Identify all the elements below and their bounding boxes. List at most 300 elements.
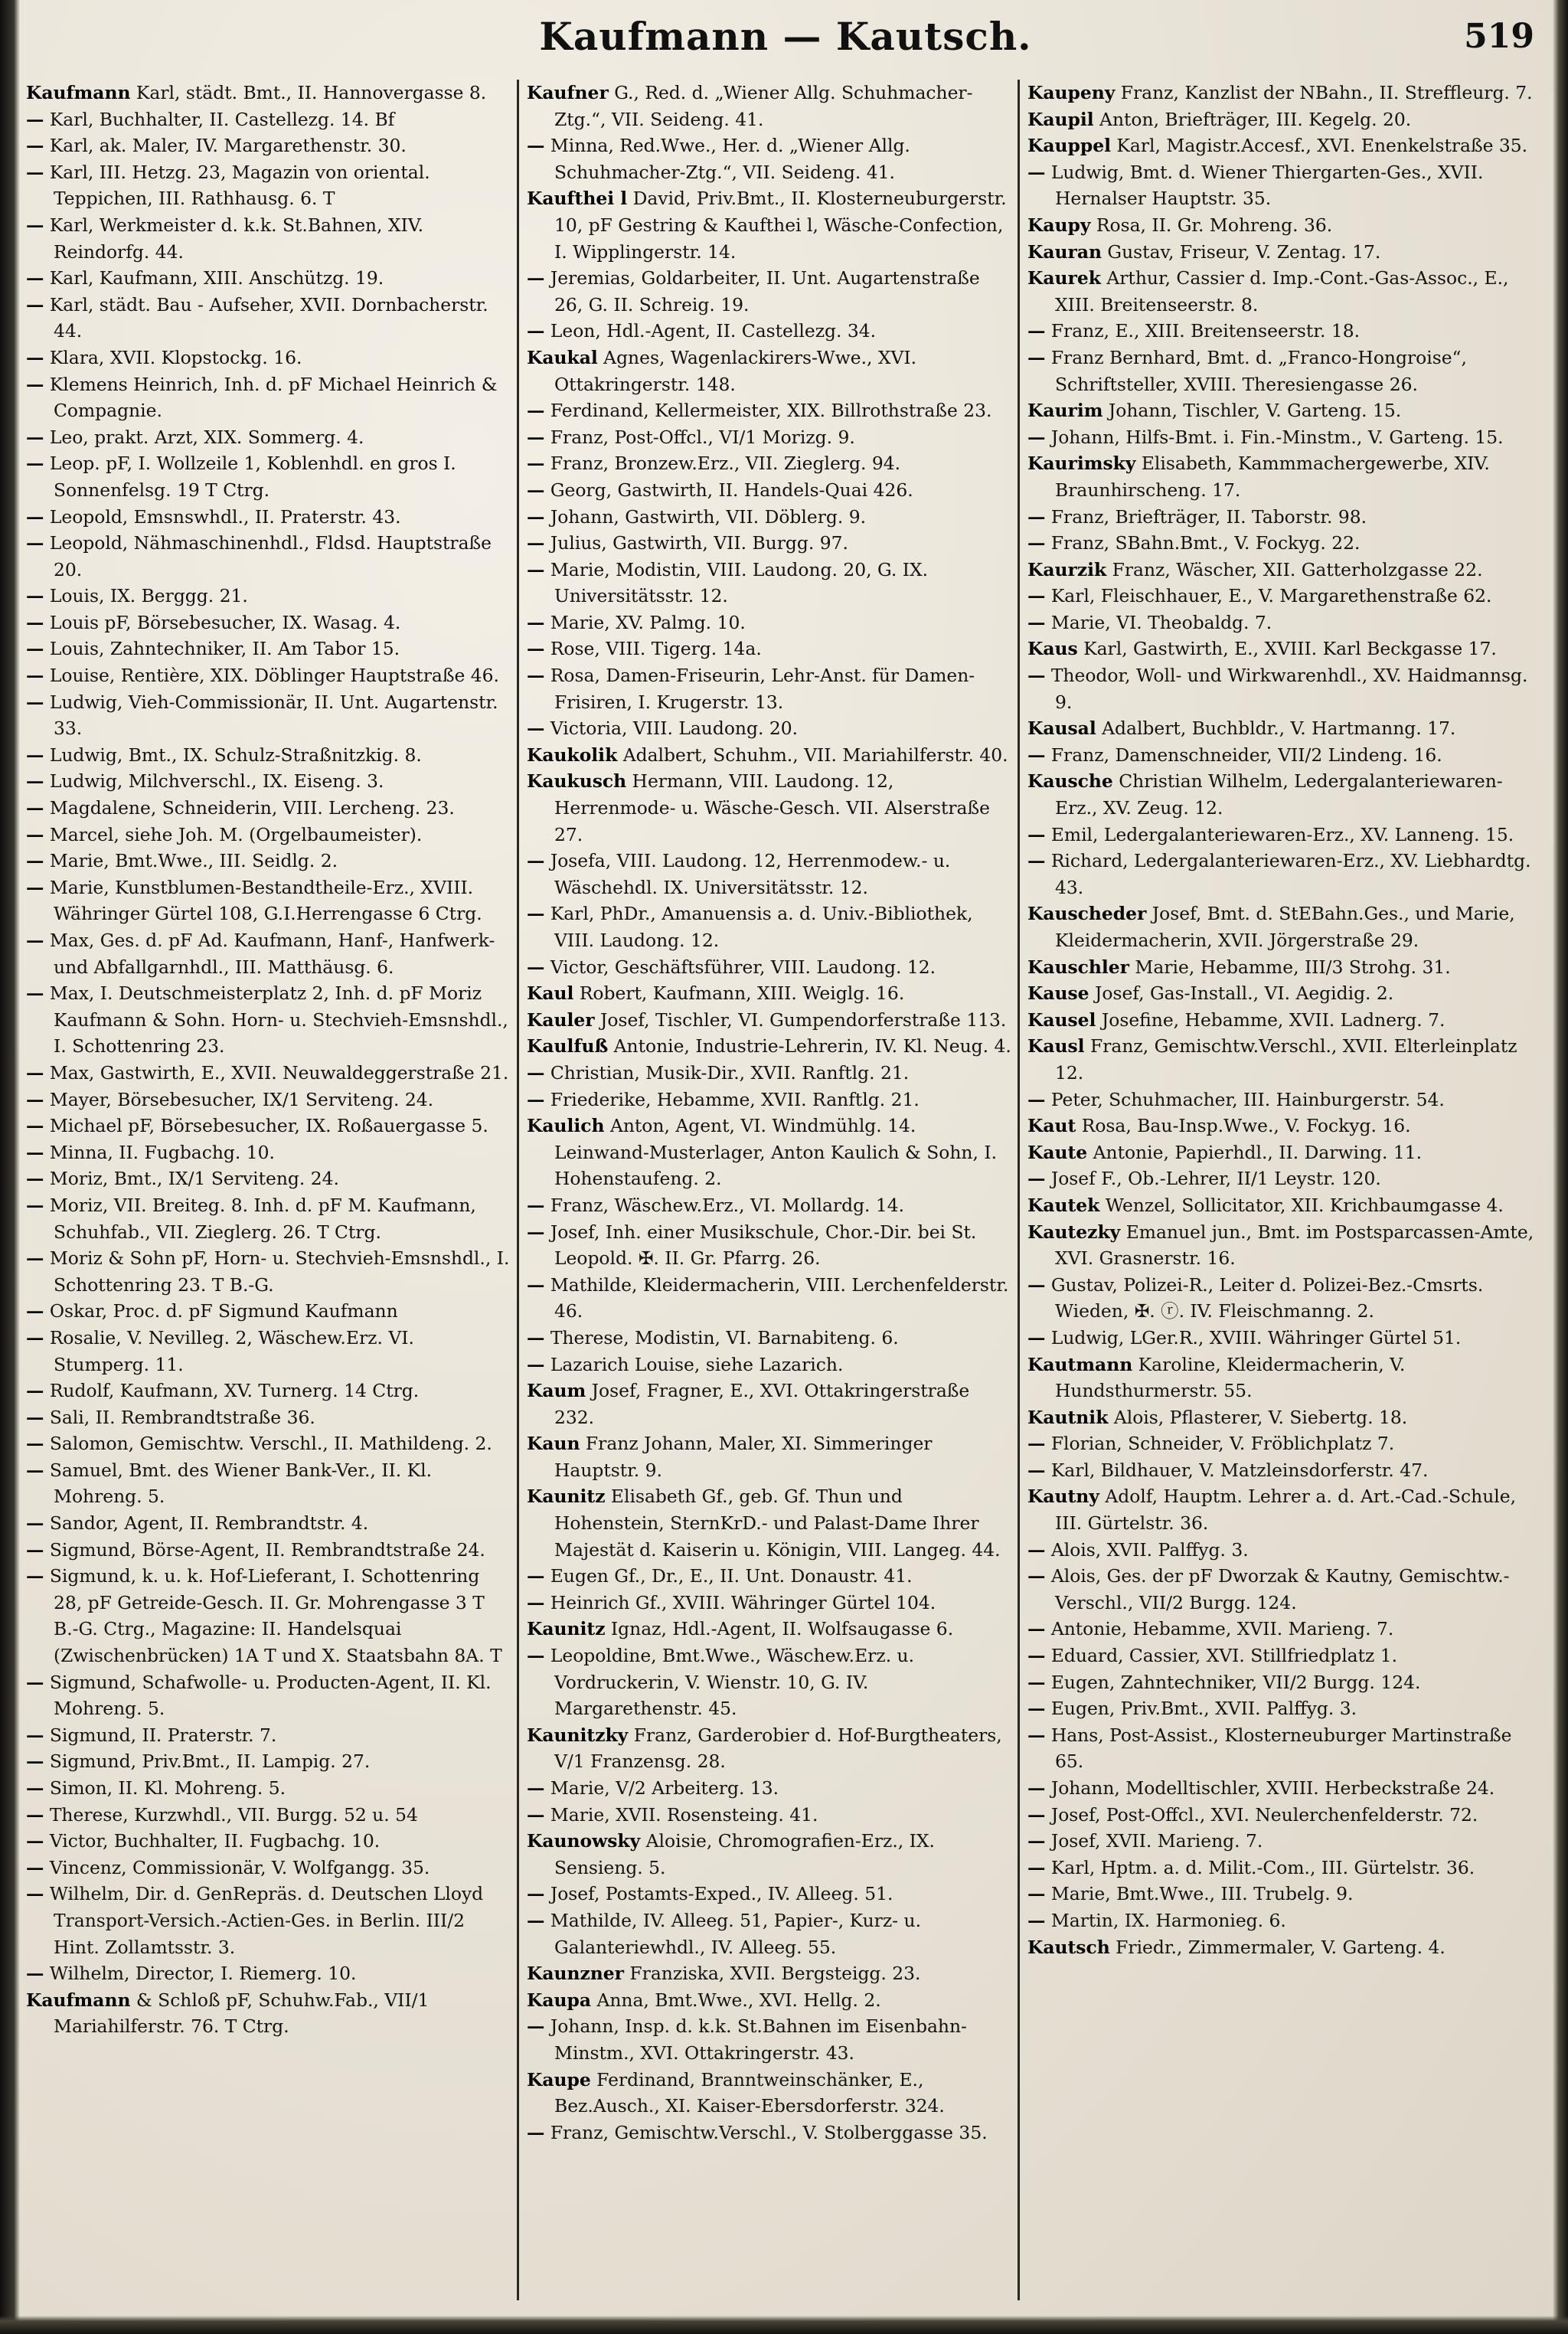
entry-surname: — xyxy=(527,1194,545,1216)
directory-entry xyxy=(527,132,1014,185)
entry-surname: — xyxy=(26,1433,44,1455)
directory-entry xyxy=(26,662,513,689)
entry-details: Mayer, Börsebesucher, IX/1 Serviteng. 24. xyxy=(44,1088,434,1110)
entry-surname: Kaupy xyxy=(1027,214,1091,236)
directory-entry xyxy=(1027,1352,1542,1404)
entry-details: Franz, E., XIII. Breitenseerstr. 18. xyxy=(1045,320,1361,342)
directory-entry xyxy=(1027,1907,1542,1934)
directory-entry xyxy=(26,371,513,424)
entry-details: Hermann, VIII. Laudong. 12, Herrenmode- u. Wäsche-Gesch. VII. Alserstraße 27. xyxy=(554,770,990,845)
entry-surname: Kaul xyxy=(527,982,574,1005)
directory-entry xyxy=(1027,1165,1542,1192)
entry-surname: — xyxy=(26,267,44,289)
directory-entry xyxy=(527,1060,1014,1087)
entry-details: Karl, III. Hetzg. 23, Magazin von oriental. Teppichen, III. Rathhausg. 6. T xyxy=(44,161,430,210)
entry-details: Moriz & Sohn pF, Horn- u. Stechvieh-Emsnshdl., I. Schottenring 23. T B.-G. xyxy=(44,1247,510,1296)
entry-surname: — xyxy=(527,1353,545,1375)
entry-surname: — xyxy=(1027,1803,1046,1826)
entry-details: Johann, Modelltischler, XVIII. Herbeckstraße 24. xyxy=(1045,1777,1495,1799)
entry-surname: — xyxy=(527,135,545,157)
directory-entry xyxy=(1027,1722,1542,1775)
entry-details: Gustav, Friseur, V. Zentag. 17. xyxy=(1101,240,1381,263)
entry-surname: — xyxy=(1027,505,1046,528)
entry-surname: — xyxy=(527,1909,545,1931)
entry-details: Johann, Hilfs-Bmt. i. Fin.-Minstm., V. Garteng. 15. xyxy=(1045,426,1504,448)
directory-entry xyxy=(527,450,1014,477)
entry-details: Karl, Buchhalter, II. Castellezg. 14. Bf xyxy=(44,108,395,130)
entry-details: Josef, Gas-Install., VI. Aegidig. 2. xyxy=(1089,982,1394,1005)
entry-surname: — xyxy=(26,108,44,130)
directory-entry xyxy=(26,927,513,980)
directory-entry xyxy=(26,980,513,1060)
entry-surname: — xyxy=(527,1273,545,1296)
entry-details: Elisabeth, Kammmachergewerbe, XIV. Braunhirscheng. 17. xyxy=(1055,453,1490,501)
entry-surname: — xyxy=(527,267,545,289)
entry-details: Robert, Kaufmann, XIII. Weiglg. 16. xyxy=(573,982,905,1005)
entry-details: Marie, Bmt.Wwe., III. Seidlg. 2. xyxy=(44,850,338,872)
entry-surname: Kaun xyxy=(527,1433,580,1455)
entry-surname: — xyxy=(527,1883,545,1905)
entry-details: Minna, Red.Wwe., Her. d. „Wiener Allg. Schuhmacher-Ztg.“, VII. Seideng. 41. xyxy=(544,135,910,183)
directory-entry xyxy=(26,1457,513,1510)
directory-entry xyxy=(527,1007,1014,1034)
entry-details: Leon, Hdl.-Agent, II. Castellezg. 34. xyxy=(544,320,877,342)
entry-details: Therese, Kurzwhdl., VII. Burgg. 52 u. 54 xyxy=(44,1803,418,1826)
directory-entry xyxy=(1027,636,1542,662)
entry-surname: — xyxy=(527,1777,545,1799)
entry-surname: — xyxy=(26,1856,44,1878)
column-rule-1 xyxy=(517,80,519,2300)
entry-details: Therese, Modistin, VI. Barnabiteng. 6. xyxy=(544,1326,899,1348)
entry-details: Franz, Kanzlist der NBahn., II. Streffleurg. 7. xyxy=(1115,82,1533,103)
directory-entry xyxy=(1027,1669,1542,1696)
entry-surname: Kause xyxy=(1027,982,1089,1005)
directory-entry xyxy=(1027,1616,1542,1643)
column-3 xyxy=(1027,80,1542,2300)
entry-surname: Kausal xyxy=(1027,718,1096,740)
directory-entry xyxy=(1027,132,1542,159)
page-header xyxy=(31,9,1540,70)
entry-surname: Kaut xyxy=(1027,1115,1076,1137)
directory-entry xyxy=(1027,450,1542,503)
directory-entry xyxy=(26,1537,513,1564)
entry-details: Ludwig, Milchverschl., IX. Eiseng. 3. xyxy=(44,770,384,793)
entry-surname: — xyxy=(1027,823,1046,845)
entry-surname: — xyxy=(26,1750,44,1773)
entry-details: Vincenz, Commissionär, V. Wolfgangg. 35. xyxy=(44,1856,430,1878)
entry-surname: Kauppel xyxy=(1027,135,1111,157)
directory-entry xyxy=(1027,1007,1542,1034)
entry-details: Johann, Tischler, V. Garteng. 15. xyxy=(1102,400,1402,422)
directory-entry xyxy=(527,1722,1014,1775)
directory-entry xyxy=(26,424,513,451)
directory-entry xyxy=(1027,848,1542,901)
directory-entry xyxy=(1027,106,1542,133)
entry-surname: — xyxy=(26,1724,44,1746)
entry-surname: Kaufthei l xyxy=(527,188,628,210)
entry-details: Anna, Bmt.Wwe., XVI. Hellg. 2. xyxy=(591,1989,881,2011)
entry-details: Josef, Bmt. d. StEBahn.Ges., und Marie, Kleidermacherin, XVII. Jörgerstraße 29. xyxy=(1055,903,1515,951)
entry-surname: — xyxy=(1027,850,1046,872)
directory-entry xyxy=(1027,768,1542,821)
entry-surname: — xyxy=(1027,426,1046,448)
directory-entry xyxy=(527,1378,1014,1430)
entry-surname: — xyxy=(26,346,44,368)
entry-surname: — xyxy=(1027,1538,1046,1561)
directory-entry xyxy=(527,504,1014,531)
entry-details: Julius, Gastwirth, VII. Burgg. 97. xyxy=(544,532,848,554)
directory-entry xyxy=(527,185,1014,265)
entry-details: Agnes, Wagenlackirers-Wwe., XVI. Ottakringerstr. 148. xyxy=(554,346,917,395)
entry-details: Friederike, Hebamme, XVII. Ranftlg. 21. xyxy=(544,1088,920,1110)
directory-entry xyxy=(26,1828,513,1855)
directory-entry xyxy=(527,424,1014,451)
column-1 xyxy=(26,80,513,2300)
entry-details: Marie, XVII. Rosensteing. 41. xyxy=(544,1803,818,1826)
entry-surname: — xyxy=(26,797,44,819)
entry-surname: Kaunowsky xyxy=(527,1830,641,1852)
directory-entry xyxy=(1027,583,1542,610)
entry-surname: Kaute xyxy=(1027,1141,1088,1163)
entry-surname: — xyxy=(26,1803,44,1826)
entry-details: Karl, PhDr., Amanuensis a. d. Univ.-Bibliothek, VIII. Laudong. 12. xyxy=(544,903,973,951)
directory-entry xyxy=(527,1590,1014,1616)
entry-details: Karl, ak. Maler, IV. Margarethenstr. 30. xyxy=(44,135,407,157)
entry-surname: — xyxy=(1027,1698,1046,1720)
entry-details: Marie, Bmt.Wwe., III. Trubelg. 9. xyxy=(1045,1883,1354,1905)
directory-entry xyxy=(1027,1139,1542,1166)
entry-details: Sigmund, Börse-Agent, II. Rembrandtstraße 24. xyxy=(44,1538,485,1561)
entry-details: Sigmund, k. u. k. Hof-Lieferant, I. Schottenring 28, pF Getreide-Gesch. II. Gr. Mohrengasse 3 T B.-G. Ctrg., Magazine: II. Handelsquai (Zwischenbrücken) 1A T und X. Staatsbahn 8A. T xyxy=(44,1565,502,1667)
entry-details: Alois, XVII. Palffyg. 3. xyxy=(1045,1538,1249,1561)
entry-details: Alois, Ges. der pF Dworzak & Kautny, Gemischtw.-Verschl., VII/2 Burgg. 124. xyxy=(1045,1565,1510,1613)
directory-entry xyxy=(527,1087,1014,1113)
entry-details: Moriz, VII. Breiteg. 8. Inh. d. pF M. Kaufmann, Schuhfab., VII. Zieglerg. 26. T Ctrg. xyxy=(44,1194,476,1243)
entry-surname: — xyxy=(1027,1168,1046,1190)
entry-surname: Kaukolik xyxy=(527,744,618,766)
entry-details: Karl, Magistr.Accesf., XVI. Enenkelstraße 35. xyxy=(1110,135,1528,157)
entry-details: Rosalie, V. Nevilleg. 2, Wäschew.Erz. VI. Stumperg. 11. xyxy=(44,1326,414,1375)
entry-details: Elisabeth Gf., geb. Gf. Thun und Hohenstein, SternKrD.- und Palast-Dame Ihrer Majestät d. Kaiserin u. Königin, VIII. Langeg. 44. xyxy=(554,1486,1001,1561)
entry-surname: Kaukal xyxy=(527,346,598,368)
entry-details: Marie, Hebamme, III/3 Strohg. 31. xyxy=(1129,956,1451,978)
entry-details: Leopold, Emsnswhdl., II. Praterstr. 43. xyxy=(44,505,401,528)
entry-surname: — xyxy=(26,1830,44,1852)
entry-surname: — xyxy=(26,1380,44,1402)
entry-details: Karl, Hptm. a. d. Milit.-Com., III. Gürtelstr. 36. xyxy=(1045,1856,1475,1878)
entry-surname: — xyxy=(26,876,44,898)
directory-entry xyxy=(26,292,513,345)
directory-entry xyxy=(527,1325,1014,1352)
directory-entry xyxy=(1027,504,1542,531)
entry-details: Marie, V/2 Arbeiterg. 13. xyxy=(544,1777,779,1799)
entry-details: Antonie, Papierhdl., II. Darwing. 11. xyxy=(1087,1141,1423,1163)
directory-entry xyxy=(527,1802,1014,1829)
entry-surname: — xyxy=(26,744,44,766)
entry-details: Karl, städt. Bau - Aufseher, XVII. Dornbacherstr. 44. xyxy=(44,293,488,342)
entry-details: Lazarich Louise, siehe Lazarich. xyxy=(544,1353,844,1375)
entry-surname: Kauscheder xyxy=(1027,903,1147,925)
directory-entry xyxy=(527,318,1014,345)
entry-details: Marcel, siehe Joh. M. (Orgelbaumeister). xyxy=(44,823,423,845)
entry-surname: — xyxy=(527,1221,545,1243)
directory-entry xyxy=(26,1165,513,1192)
entry-surname: Kaupe xyxy=(527,2068,591,2090)
entry-details: Karl, städt. Bmt., II. Hannovergasse 8. xyxy=(130,82,487,103)
entry-surname: Kaupil xyxy=(1027,108,1094,130)
entry-details: Ludwig, LGer.R., XVIII. Währinger Gürtel 51. xyxy=(1045,1326,1462,1348)
entry-surname: — xyxy=(26,823,44,845)
directory-entry xyxy=(1027,80,1542,106)
entry-surname: — xyxy=(1027,1909,1046,1931)
entry-surname: — xyxy=(527,665,545,687)
directory-entry xyxy=(1027,1775,1542,1802)
entry-details: Johann, Gastwirth, VII. Döblerg. 9. xyxy=(544,505,867,528)
directory-entry xyxy=(527,1881,1014,1907)
entry-surname: — xyxy=(26,611,44,633)
entry-surname: — xyxy=(1027,1433,1046,1455)
entry-details: Sali, II. Rembrandtstraße 36. xyxy=(44,1406,315,1428)
entry-surname: Kaurek xyxy=(1027,267,1101,289)
entry-details: Christian, Musik-Dir., XVII. Ranftlg. 21. xyxy=(544,1061,910,1084)
entry-details: Georg, Gastwirth, II. Handels-Quai 426. xyxy=(544,479,913,501)
directory-entry xyxy=(1027,980,1542,1007)
entry-details: & Schloß pF, Schuhw.Fab., VII/1 Mariahilferstr. 76. T Ctrg. xyxy=(54,1989,430,2038)
entry-details: Leo, prakt. Arzt, XIX. Sommerg. 4. xyxy=(44,426,364,448)
entry-surname: — xyxy=(527,2015,545,2038)
directory-entry xyxy=(26,1669,513,1722)
bottom-scan-edge xyxy=(0,2316,1568,2334)
entry-surname: — xyxy=(527,505,545,528)
directory-entry xyxy=(26,1960,513,1987)
directory-entry xyxy=(527,662,1014,715)
directory-entry xyxy=(1027,742,1542,769)
entry-surname: Kausl xyxy=(1027,1035,1085,1057)
entry-surname: — xyxy=(26,373,44,395)
directory-entry xyxy=(527,1563,1014,1590)
entry-surname: — xyxy=(26,161,44,183)
entry-surname: — xyxy=(26,1883,44,1905)
entry-surname: Kaufmann xyxy=(26,1989,131,2011)
directory-entry xyxy=(527,954,1014,981)
directory-entry xyxy=(26,1987,513,2040)
entry-details: Franz, Wäscher, XII. Gatterholzgasse 22. xyxy=(1106,558,1483,580)
entry-surname: — xyxy=(1027,611,1046,633)
entry-details: Aloisie, Chromografien-Erz., IX. Sensieng. 5. xyxy=(554,1830,935,1878)
directory-entry xyxy=(527,715,1014,742)
directory-entry xyxy=(26,1192,513,1245)
entry-details: Ludwig, Bmt., IX. Schulz-Straßnitzkig. 8. xyxy=(44,744,422,766)
entry-surname: — xyxy=(527,426,545,448)
entry-details: Theodor, Woll- und Wirkwarenhdl., XV. Haidmannsg. 9. xyxy=(1045,665,1528,713)
entry-details: Ferdinand, Kellermeister, XIX. Billrothstraße 23. xyxy=(544,400,992,422)
entry-details: Klemens Heinrich, Inh. d. pF Michael Heinrich & Compagnie. xyxy=(44,373,498,422)
entry-surname: Kautek xyxy=(1027,1194,1100,1216)
entry-surname: — xyxy=(1027,1671,1046,1693)
entry-details: Sigmund, II. Praterstr. 7. xyxy=(44,1724,277,1746)
entry-details: Christian Wilhelm, Ledergalanteriewaren-Erz., XV. Zeug. 12. xyxy=(1055,770,1503,819)
directory-entry xyxy=(26,345,513,371)
entry-surname: Kaunzner xyxy=(527,1963,624,1985)
entry-surname: — xyxy=(527,1591,545,1613)
entry-details: Rudolf, Kaufmann, XV. Turnerg. 14 Ctrg. xyxy=(44,1380,420,1402)
entry-surname: — xyxy=(26,1326,44,1348)
directory-entry xyxy=(527,742,1014,769)
entry-surname: Kaupeny xyxy=(1027,82,1116,103)
entry-surname: — xyxy=(26,930,44,951)
directory-entry xyxy=(1027,1695,1542,1722)
entry-details: Salomon, Gemischtw. Verschl., II. Mathildeng. 2. xyxy=(44,1433,492,1455)
directory-entry xyxy=(527,265,1014,318)
directory-entry xyxy=(26,768,513,795)
directory-entry xyxy=(1027,1802,1542,1829)
directory-entry xyxy=(1027,901,1542,953)
entry-details: Josefa, VIII. Laudong. 12, Herrenmodew.- u. Wäschehdl. IX. Universitätsstr. 12. xyxy=(544,850,951,898)
entry-surname: Kaulfuß xyxy=(527,1035,609,1057)
entry-details: Adalbert, Schuhm., VII. Mariahilferstr. 40. xyxy=(617,744,1008,766)
entry-surname: — xyxy=(527,956,545,978)
entry-details: Rose, VIII. Tigerg. 14a. xyxy=(544,638,762,660)
directory-entry xyxy=(1027,1457,1542,1484)
entry-surname: — xyxy=(527,1565,545,1587)
entry-surname: — xyxy=(1027,744,1046,766)
directory-entry xyxy=(26,1139,513,1166)
entry-surname: — xyxy=(26,532,44,554)
entry-details: Franz, Gemischtw.Verschl., V. Stolberggasse 35. xyxy=(544,2121,988,2143)
entry-details: Simon, II. Kl. Mohreng. 5. xyxy=(44,1777,286,1799)
entry-details: Franz, Garderobier d. Hof-Burgtheaters, V/1 Franzensg. 28. xyxy=(554,1724,1002,1773)
entry-surname: Kaum xyxy=(527,1380,586,1402)
directory-entry xyxy=(527,636,1014,662)
entry-surname: — xyxy=(26,770,44,793)
entry-details: Adalbert, Buchbldr., V. Hartmanng. 17. xyxy=(1096,718,1456,740)
directory-entry xyxy=(1027,345,1542,397)
entry-surname: — xyxy=(26,453,44,475)
entry-details: Marie, Modistin, VIII. Laudong. 20, G. IX. Universitätsstr. 12. xyxy=(544,558,929,607)
directory-entry xyxy=(26,159,513,212)
entry-details: Ludwig, Bmt. d. Wiener Thiergarten-Ges., XVII. Hernalser Hauptstr. 35. xyxy=(1045,161,1484,210)
entry-surname: — xyxy=(527,903,545,925)
directory-entry xyxy=(26,848,513,874)
entry-details: Antonie, Industrie-Lehrerin, IV. Kl. Neug. 4. xyxy=(608,1035,1011,1057)
entry-surname: — xyxy=(1027,1830,1046,1852)
entry-surname: — xyxy=(1027,665,1046,687)
directory-entry xyxy=(1027,557,1542,584)
entry-details: Sandor, Agent, II. Rembrandtstr. 4. xyxy=(44,1512,369,1535)
entry-details: Karl, Fleischhauer, E., V. Margarethenstraße 62. xyxy=(1045,585,1492,607)
entry-surname: Kaurim xyxy=(1027,400,1103,422)
entry-details: Adolf, Hauptm. Lehrer a. d. Art.-Cad.-Schule, III. Gürtelstr. 36. xyxy=(1055,1486,1517,1535)
directory-entry xyxy=(1027,1113,1542,1139)
entry-surname: — xyxy=(26,850,44,872)
entry-details: Leopoldine, Bmt.Wwe., Wäschew.Erz. u. Vordruckerin, V. Wienstr. 10, G. IV. Margarethenstr. 45. xyxy=(544,1645,915,1720)
entry-surname: — xyxy=(527,1645,545,1667)
entry-surname: Kautsch xyxy=(1027,1936,1110,1958)
directory-entry xyxy=(26,1802,513,1829)
entry-details: Ferdinand, Branntweinschänker, E., Bez.Ausch., XI. Kaiser-Ebersdorferstr. 324. xyxy=(554,2068,945,2117)
entry-surname: — xyxy=(26,665,44,687)
entry-surname: — xyxy=(527,850,545,872)
entry-details: Louis, Zahntechniker, II. Am Tabor 15. xyxy=(44,638,400,660)
entry-surname: — xyxy=(527,638,545,660)
entry-details: Louise, Rentière, XIX. Döblinger Hauptstraße 46. xyxy=(44,665,499,687)
entry-surname: Kauran xyxy=(1027,240,1102,263)
entry-surname: Kautezky xyxy=(1027,1221,1121,1243)
entry-details: Franz, Post-Offcl., VI/1 Morizg. 9. xyxy=(544,426,855,448)
directory-entry xyxy=(527,1192,1014,1219)
entry-surname: — xyxy=(527,400,545,422)
directory-entry xyxy=(1027,1855,1542,1881)
entry-details: Max, I. Deutschmeisterplatz 2, Inh. d. pF Moriz Kaufmann & Sohn. Horn- u. Stechvieh-Emsnshdl., I. Schottenring 23. xyxy=(44,982,508,1057)
entry-details: Karl, Bildhauer, V. Matzleinsdorferstr. 47. xyxy=(1045,1459,1429,1481)
entry-surname: — xyxy=(1027,1565,1046,1587)
directory-entry xyxy=(1027,1192,1542,1219)
entry-surname: Kaurimsky xyxy=(1027,453,1136,475)
entry-surname: — xyxy=(26,1115,44,1137)
directory-entry xyxy=(1027,610,1542,636)
entry-surname: — xyxy=(1027,585,1046,607)
entry-surname: — xyxy=(26,691,44,713)
entry-details: Friedr., Zimmermaler, V. Garteng. 4. xyxy=(1109,1936,1446,1958)
directory-entry xyxy=(26,822,513,848)
directory-entry xyxy=(1027,1325,1542,1352)
directory-entry xyxy=(1027,1430,1542,1457)
directory-entry xyxy=(26,1378,513,1404)
entry-details: Michael pF, Börsebesucher, IX. Roßauergasse 5. xyxy=(44,1115,488,1137)
entry-details: Jeremias, Goldarbeiter, II. Unt. Augartenstraße 26, G. II. Schreig. 19. xyxy=(544,267,980,315)
entry-details: Max, Ges. d. pF Ad. Kaufmann, Hanf-, Hanfwerk- und Abfallgarnhdl., III. Matthäusg. 6. xyxy=(44,930,495,978)
entry-surname: — xyxy=(26,1459,44,1481)
entry-details: Arthur, Cassier d. Imp.-Cont.-Gas-Assoc., E., XIII. Breitenseerstr. 8. xyxy=(1055,267,1509,315)
entry-details: Anton, Agent, VI. Windmühlg. 14. Leinwand-Musterlager, Anton Kaulich & Sohn, I. Hohenstaufeng. 2. xyxy=(554,1115,998,1190)
directory-entry xyxy=(26,450,513,503)
directory-entry xyxy=(26,689,513,742)
entry-surname: Kautnik xyxy=(1027,1406,1109,1428)
directory-entry xyxy=(1027,1087,1542,1113)
entry-details: Franz, Wäschew.Erz., VI. Mollardg. 14. xyxy=(544,1194,905,1216)
entry-surname: — xyxy=(26,214,44,236)
directory-entry xyxy=(26,1881,513,1960)
entry-surname: — xyxy=(26,1088,44,1110)
entry-details: Leopold, Nähmaschinenhdl., Fldsd. Hauptstraße 20. xyxy=(44,532,492,580)
entry-surname: Kauschler xyxy=(1027,956,1129,978)
directory-entry xyxy=(1027,318,1542,345)
entry-surname: — xyxy=(26,1671,44,1693)
directory-entry xyxy=(26,636,513,662)
entry-details: Josef, Fragner, E., XVI. Ottakringerstraße 232. xyxy=(554,1380,970,1428)
entry-details: Richard, Ledergalanteriewaren-Erz., XV. Liebhardtg. 43. xyxy=(1045,850,1531,898)
entry-surname: — xyxy=(26,1141,44,1163)
directory-entry xyxy=(527,2013,1014,2066)
entry-details: Klara, XVII. Klopstockg. 16. xyxy=(44,346,302,368)
entry-surname: — xyxy=(26,1406,44,1428)
entry-surname: — xyxy=(26,1963,44,1985)
entry-details: Franz, Gemischtw.Verschl., XVII. Elterleinplatz 12. xyxy=(1055,1035,1517,1084)
entry-surname: — xyxy=(26,1777,44,1799)
directory-entry xyxy=(1027,1828,1542,1855)
entry-surname: Kaulich xyxy=(527,1115,605,1137)
directory-entry xyxy=(527,80,1014,132)
entry-details: Wenzel, Sollicitator, XII. Krichbaumgasse 4. xyxy=(1099,1194,1504,1216)
entry-surname: Kausel xyxy=(1027,1008,1096,1031)
entry-details: Rosa, Bau-Insp.Wwe., V. Fockyg. 16. xyxy=(1076,1115,1411,1137)
directory-entry xyxy=(527,477,1014,504)
entry-details: Karoline, Kleidermacherin, V. Hundsthurmerstr. 55. xyxy=(1055,1353,1406,1402)
entry-surname: — xyxy=(527,453,545,475)
directory-entry xyxy=(527,1219,1014,1272)
entry-surname: — xyxy=(1027,1856,1046,1878)
entry-surname: — xyxy=(1027,1459,1046,1481)
